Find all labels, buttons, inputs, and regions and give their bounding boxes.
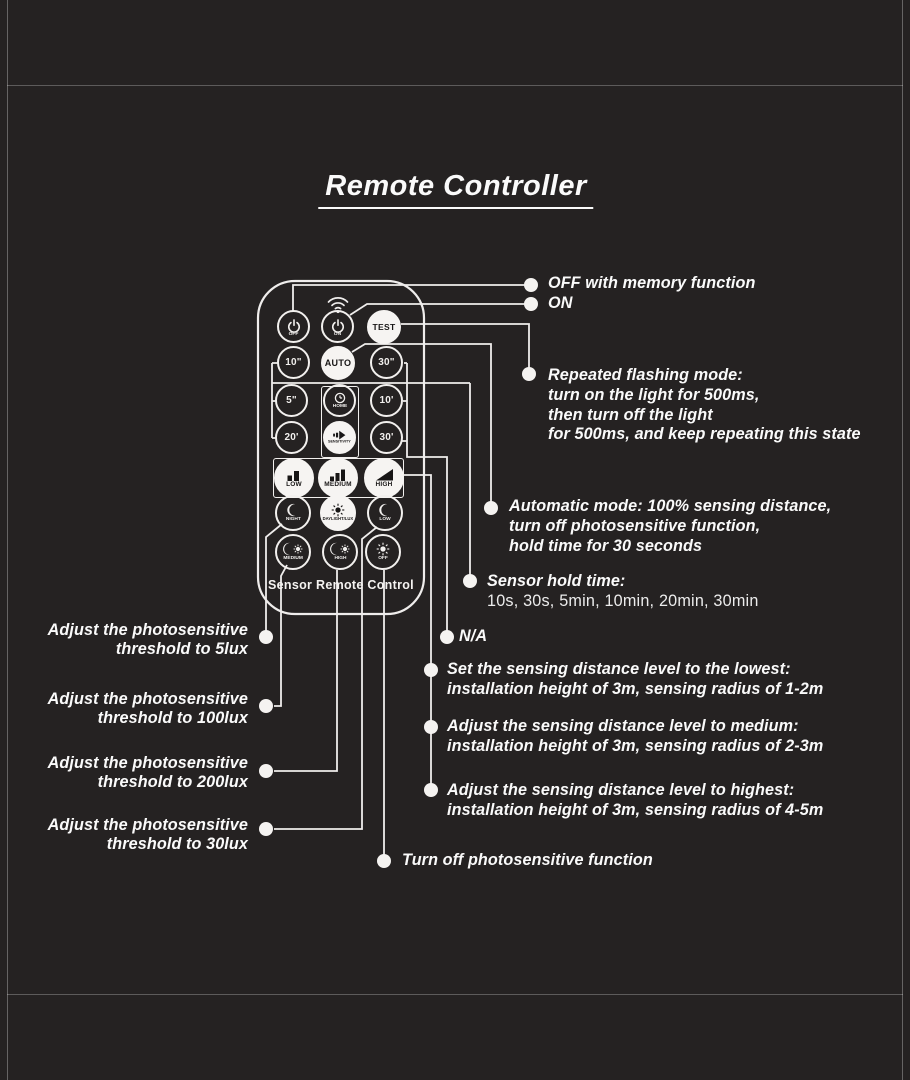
connector-test	[401, 324, 529, 368]
connector-distance-levels	[404, 475, 431, 784]
sensitivity-button	[323, 421, 356, 454]
bars-medium-icon	[329, 468, 348, 481]
lux-off-label: OFF	[378, 556, 388, 561]
moon-icon	[378, 503, 392, 517]
annotation-line: threshold to 100lux	[97, 708, 248, 727]
20m-button	[275, 421, 308, 454]
annotation-line: Repeated flashing mode:	[548, 366, 743, 384]
auto-label: AUTO	[324, 357, 352, 368]
auto-button	[321, 346, 355, 380]
annotation-line: threshold to 30lux	[106, 834, 248, 853]
annotation-lux-30	[48, 816, 248, 853]
lux-low-button	[367, 495, 403, 531]
10m-label: 10'	[379, 394, 394, 406]
annotation-line: for 500ms, and keep repeating this state	[548, 425, 861, 444]
annotation-line: N/A	[459, 627, 488, 645]
annotation-automatic-mode	[509, 497, 831, 556]
test-button	[367, 310, 401, 344]
annotation-hold-time	[487, 572, 759, 612]
page-title: Remote Controller	[318, 170, 593, 209]
lux-low-label: LOW	[379, 517, 391, 522]
30m-button	[370, 421, 403, 454]
5s-label: 5"	[286, 394, 297, 406]
annotation-line: threshold to 5lux	[115, 639, 248, 658]
annotation-flashing-mode	[548, 366, 861, 445]
bars-low-icon	[285, 468, 304, 481]
on-button	[321, 310, 354, 343]
annotation-line: Adjust the photosensitive	[47, 621, 248, 639]
lux-medium-button	[275, 534, 311, 570]
5s-button	[275, 384, 308, 417]
annotation-line: turn on the light for 500ms,	[548, 385, 760, 404]
annotation-line: hold time for 30 seconds	[509, 536, 703, 555]
annotation-na	[459, 627, 487, 647]
annotation-line: Adjust the photosensitive	[47, 754, 248, 772]
distance-high-label: HIGH	[375, 480, 393, 488]
20m-label: 20'	[284, 431, 299, 443]
home-label: HOME	[332, 403, 347, 409]
annotation-lux-200	[48, 754, 248, 791]
annotation-line: turn off photosensitive function,	[509, 516, 761, 535]
annotation-line: then turn off the light	[548, 405, 713, 424]
annotation-line: installation height of 3m, sensing radius of 2-3m	[447, 736, 824, 755]
night-label: NIGHT	[285, 517, 301, 522]
arrow-right-icon	[332, 430, 347, 440]
lux-high-label: HIGH	[334, 556, 346, 561]
annotation-distance-highest	[447, 781, 823, 820]
30s-button	[370, 346, 403, 379]
annotation-lux-5	[48, 621, 248, 658]
annotation-on	[548, 294, 572, 314]
distance-low-button	[274, 458, 314, 498]
on-button-label: ON	[333, 331, 342, 337]
annotation-lux-100	[48, 690, 248, 727]
moon-icon	[286, 503, 300, 517]
annotation-line: Adjust the photosensitive	[47, 690, 248, 708]
sun-icon	[331, 503, 345, 517]
night-button	[275, 495, 311, 531]
10s-label: 10"	[285, 356, 302, 368]
off-button	[277, 310, 310, 343]
annotation-distance-lowest	[447, 660, 823, 699]
distance-medium-label: MEDIUM	[324, 480, 352, 488]
distance-high-button	[364, 458, 404, 498]
annotation-line: Adjust the sensing distance level to highest:	[447, 781, 795, 799]
moon-sun-icon	[283, 542, 303, 556]
connector-lux200	[274, 570, 337, 771]
10s-button	[277, 346, 310, 379]
annotation-line: ON	[548, 294, 573, 312]
test-button-label: TEST	[372, 321, 396, 332]
home-button	[323, 384, 356, 417]
off-button-label: OFF	[288, 331, 299, 337]
sensitivity-label: SENSITIVITY	[328, 439, 351, 444]
ramp-high-icon	[375, 468, 394, 481]
annotation-line: Set the sensing distance level to the lowest:	[447, 660, 791, 678]
annotation-line: Adjust the sensing distance level to medium:	[447, 717, 799, 735]
daylight-lux-label: DAYLIGHT/LUX	[322, 517, 354, 522]
annotation-distance-medium	[447, 717, 823, 756]
sun-icon	[376, 542, 390, 556]
annotation-off-memory	[548, 274, 755, 294]
annotation-line: installation height of 3m, sensing radius of 1-2m	[447, 679, 824, 698]
annotation-line: OFF with memory function	[548, 274, 756, 292]
annotation-line: Adjust the photosensitive	[47, 816, 248, 834]
annotation-line: Sensor hold time:	[487, 572, 626, 590]
10m-button	[370, 384, 403, 417]
lux-high-button	[322, 534, 358, 570]
daylight-lux-button	[320, 495, 356, 531]
30s-label: 30"	[378, 356, 395, 368]
distance-low-label: LOW	[286, 480, 302, 488]
lux-medium-label: MEDIUM	[283, 556, 303, 561]
30m-label: 30'	[379, 431, 394, 443]
annotation-line: installation height of 3m, sensing radius of 4-5m	[447, 800, 824, 819]
annotation-hold-time-values: 10s, 30s, 5min, 10min, 20min, 30min	[487, 591, 759, 610]
annotation-photosensitive-off	[402, 851, 653, 871]
remote-footer-label: Sensor Remote Control	[268, 578, 414, 592]
clock-icon	[334, 392, 346, 404]
distance-medium-button	[318, 458, 358, 498]
moon-sun-icon	[330, 542, 350, 556]
annotation-line: Turn off photosensitive function	[402, 851, 653, 869]
annotation-line: Automatic mode: 100% sensing distance,	[509, 497, 832, 515]
connector-lux30	[274, 527, 377, 829]
annotation-line: threshold to 200lux	[97, 772, 248, 791]
lux-off-button	[365, 534, 401, 570]
